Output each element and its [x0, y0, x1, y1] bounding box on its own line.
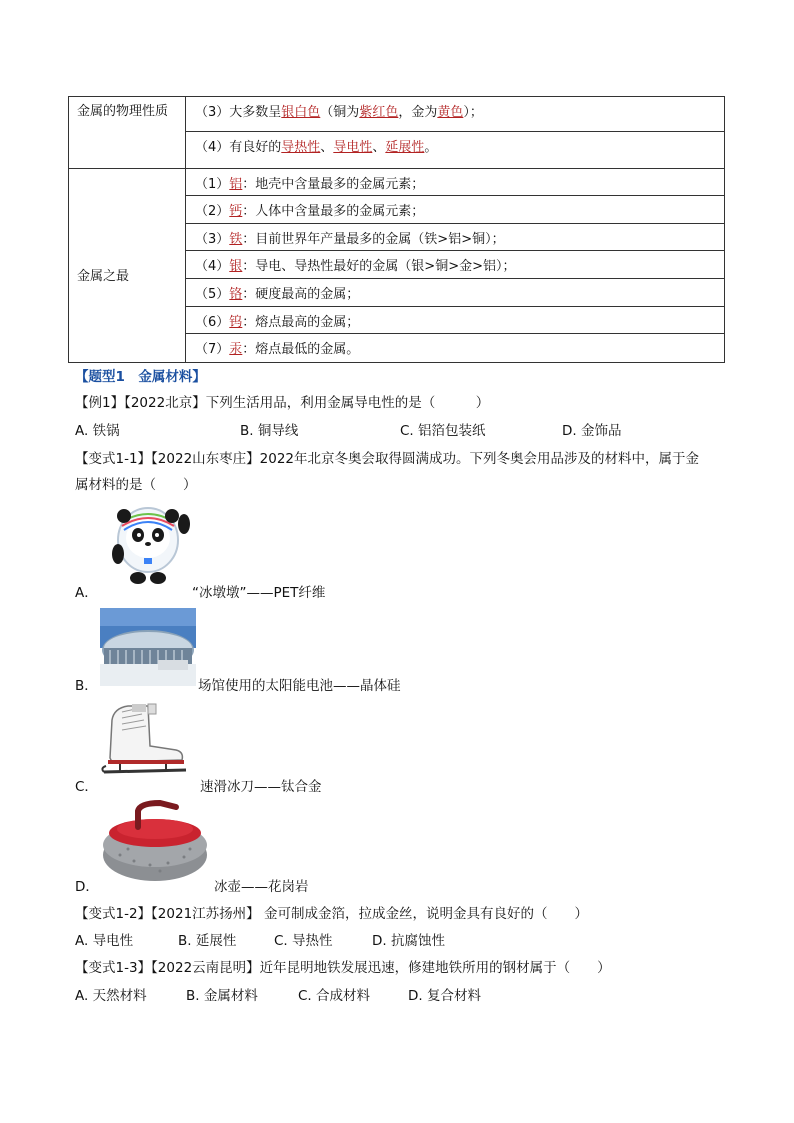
q1-option-c: C. 铝箔包装纸 [400, 423, 486, 439]
text: 、 [320, 140, 334, 155]
extreme-row [195, 228, 505, 247]
physical-properties-label: 金属的物理性质 [77, 104, 169, 119]
q1-option-d: D. 金饰品 [562, 423, 622, 439]
extreme-row [195, 338, 359, 357]
element: 铁 [229, 232, 243, 247]
q4-option-c: C. 合成材料 [298, 988, 371, 1004]
row-line [185, 278, 724, 279]
question-1: 【例1】【2022北京】下列生活用品，利用金属导电性的是（ ） [75, 395, 490, 411]
q3-option-c: C. 导热性 [274, 933, 333, 949]
row-line [185, 306, 724, 307]
text: ：硬度最高的金属； [242, 287, 360, 302]
text: ：地壳中含量最多的金属元素； [242, 177, 425, 192]
highlight: 导热性 [281, 140, 321, 155]
q2-option-c-text: 速滑冰刀——钛合金 [200, 779, 322, 795]
q3-option-d: D. 抗腐蚀性 [372, 933, 445, 949]
text: ）； [463, 105, 483, 120]
metal-extremes-label: 金属之最 [77, 269, 130, 284]
num: （2） [195, 204, 230, 219]
text: 、 [372, 140, 386, 155]
highlight: 银白色 [281, 105, 321, 120]
question-4: 【变式1-3】【2022云南昆明】近年昆明地铁发展迅速，修建地铁所用的钢材属于（ ） [75, 960, 611, 976]
row-line [185, 195, 724, 196]
num: （3） [195, 232, 230, 247]
row-line [185, 333, 724, 334]
row-line [185, 131, 724, 132]
element: 银 [229, 259, 243, 274]
extreme-row [195, 200, 424, 219]
text: ：熔点最高的金属； [242, 315, 360, 330]
text: ：熔点最低的金属。 [242, 342, 360, 357]
q4-option-b: B. 金属材料 [186, 988, 258, 1004]
num: （7） [195, 342, 230, 357]
q2-option-d-letter: D． [75, 879, 99, 895]
element: 钙 [229, 204, 243, 219]
highlight: 导电性 [333, 140, 373, 155]
extreme-row [195, 173, 424, 192]
num: （6） [195, 315, 230, 330]
q4-option-d: D. 复合材料 [408, 988, 481, 1004]
highlight: 黄色 [437, 105, 464, 120]
row-line [185, 250, 724, 251]
question-3: 【变式1-2】【2021江苏扬州】 金可制成金箔，拉成金丝，说明金具有良好的（ ） [75, 906, 588, 922]
row-line [185, 223, 724, 224]
q2-option-a-letter: A． [75, 585, 98, 601]
stadium-image [100, 608, 196, 686]
q4-option-a: A. 天然材料 [75, 988, 147, 1004]
text: 。 [424, 140, 438, 155]
q1-option-b: B. 铜导线 [240, 423, 299, 439]
extreme-row [195, 311, 359, 330]
text: （铜为 [320, 105, 360, 120]
text: ：目前世界年产量最多的金属（铁>铝>铜）； [242, 232, 505, 247]
element: 钨 [229, 315, 243, 330]
num: （1） [195, 177, 230, 192]
element: 汞 [229, 342, 243, 357]
question-2-line1: 【变式1-1】【2022山东枣庄】2022年北京冬奥会取得圆满成功。下列冬奥会用品涉及的材料中，属于金 [75, 451, 700, 467]
num: （5） [195, 287, 230, 302]
table-divider [185, 97, 186, 362]
q2-option-b-letter: B． [75, 678, 98, 694]
section-heading: 【题型1 金属材料】 [75, 369, 206, 385]
q2-option-c-letter: C． [75, 779, 98, 795]
q2-option-d-text: 冰壶——花岗岩 [214, 879, 309, 895]
element: 铬 [229, 287, 243, 302]
text: ，金为 [398, 105, 438, 120]
speed-skate-image [100, 700, 190, 784]
q3-option-b: B. 延展性 [178, 933, 237, 949]
highlight: 紫红色 [359, 105, 399, 120]
extreme-row [195, 255, 515, 274]
physical-row [195, 101, 483, 120]
num: （4） [195, 259, 230, 274]
text: （3）大多数呈 [195, 105, 282, 120]
text: ：人体中含量最多的金属元素； [242, 204, 425, 219]
q2-option-b-text: 场馆使用的太阳能电池——晶体硅 [198, 678, 401, 694]
question-2-line2: 属材料的是（ ） [75, 477, 197, 493]
physical-row [195, 136, 437, 155]
q3-option-a: A. 导电性 [75, 933, 134, 949]
highlight: 延展性 [385, 140, 425, 155]
panda-mascot-image [100, 500, 196, 586]
metal-properties-table [68, 96, 725, 363]
text: ：导电、导热性最好的金属（银>铜>金>铝）； [242, 259, 516, 274]
extreme-row [195, 283, 359, 302]
text: （4）有良好的 [195, 140, 282, 155]
q1-option-a: A. 铁锅 [75, 423, 120, 439]
row-line [69, 168, 724, 169]
curling-stone-image [100, 797, 210, 887]
q2-option-a-text: “冰墩墩”——PET纤维 [192, 585, 326, 601]
element: 铝 [229, 177, 243, 192]
